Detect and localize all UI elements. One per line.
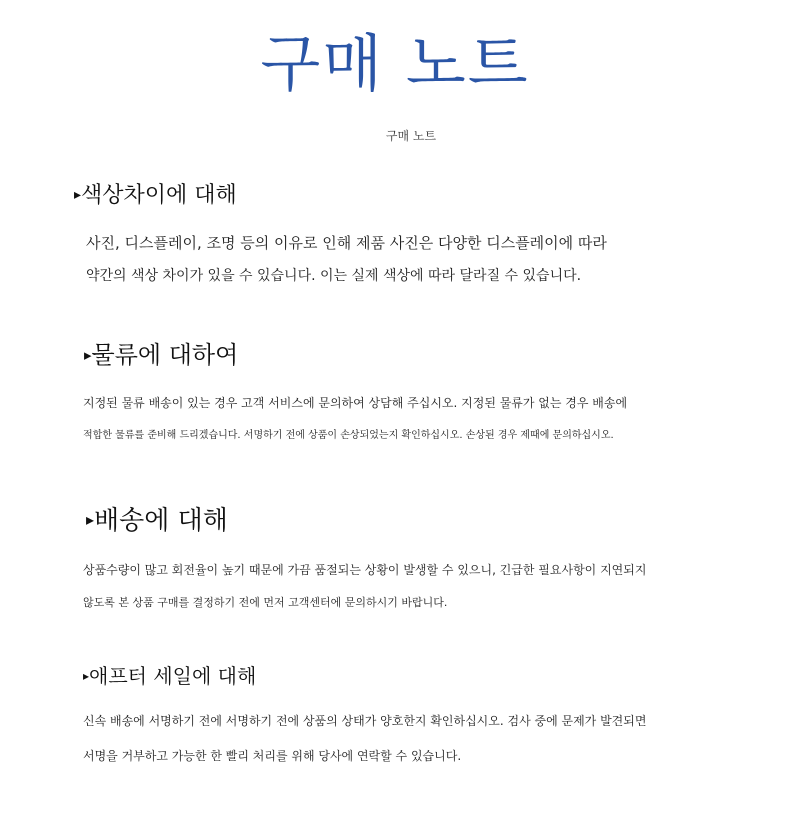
triangle-bullet-icon: ▸ <box>83 669 90 683</box>
section-heading-after-sales <box>83 662 256 690</box>
section-body-line: 약간의 색상 차이가 있을 수 있습니다. 이는 실제 색상에 따라 달라질 수 있습니다. <box>86 268 582 284</box>
section-body-line: 서명을 거부하고 가능한 한 빨리 처리를 위해 당사에 연락할 수 있습니다. <box>83 749 462 763</box>
section-body-line: 적합한 물류를 준비해 드리겠습니다. 서명하기 전에 상품이 손상되었는지 확인하십시오. 손상된 경우 제때에 문의하십시오. <box>83 430 614 441</box>
section-body-line: 신속 배송에 서명하기 전에 서명하기 전에 상품의 상태가 양호한지 확인하십시오. 검사 중에 문제가 발견되면 <box>83 714 647 728</box>
section-body-line: 지정된 물류 배송이 있는 경우 고객 서비스에 문의하여 상담해 주십시오. 지정된 물류가 없는 경우 배송에 <box>83 396 628 410</box>
section-body-line: 않도록 본 상품 구매를 결정하기 전에 먼저 고객센터에 문의하시기 바랍니다. <box>83 596 448 609</box>
triangle-bullet-icon: ▸ <box>84 346 92 364</box>
section-body-line: 사진, 디스플레이, 조명 등의 이유로 인해 제품 사진은 다양한 디스플레이에 따라 <box>86 234 607 252</box>
section-heading-color-difference <box>74 180 237 211</box>
section-heading-logistics <box>84 339 238 371</box>
page-title: 구매 노트 <box>260 27 530 100</box>
section-heading-text: 배송에 대해 <box>94 506 228 536</box>
section-heading-text: 애프터 세일에 대해 <box>89 664 257 688</box>
section-heading-text: 색상차이에 대해 <box>81 183 237 208</box>
triangle-bullet-icon: ▸ <box>74 187 82 203</box>
section-body-line: 상품수량이 많고 회전율이 높기 때문에 가끔 품절되는 상황이 발생할 수 있으니, 긴급한 필요사항이 지연되지 <box>83 563 647 577</box>
triangle-bullet-icon: ▸ <box>86 510 95 529</box>
section-heading-text: 물류에 대하여 <box>91 341 239 369</box>
page-subtitle: 구매 노트 <box>385 129 437 143</box>
section-heading-shipping <box>86 503 228 538</box>
